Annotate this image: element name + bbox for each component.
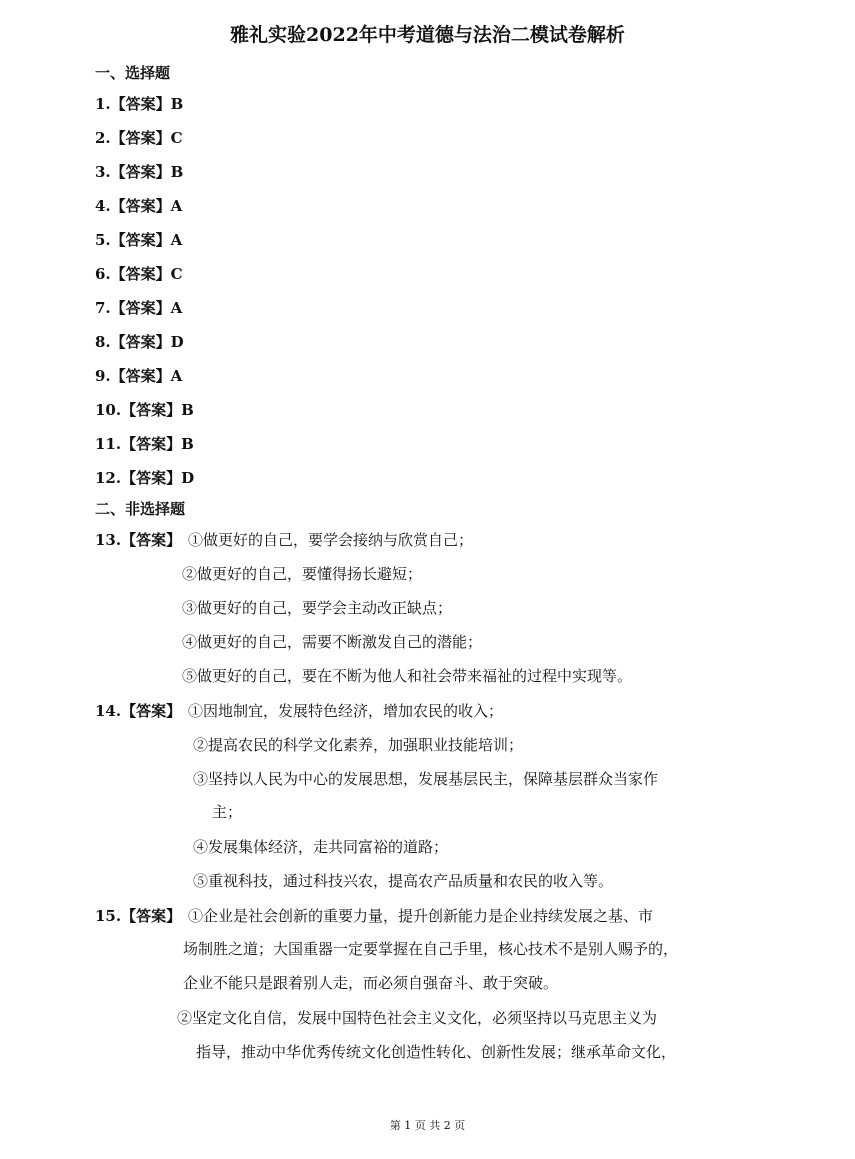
q13-line-2: ②做更好的自己，要懂得扬长避短；	[182, 565, 423, 583]
answer-11: 11.【答案】B	[95, 435, 194, 453]
q14-line-6: ⑤重视科技，通过科技兴农，提高农产品质量和农民的收入等。	[193, 872, 614, 890]
q13-line-3: ③做更好的自己，要学会主动改正缺点；	[182, 599, 453, 617]
q14-label: 14.【答案】	[95, 702, 182, 720]
q14-line-5: ④发展集体经济，走共同富裕的道路；	[193, 838, 449, 856]
section-heading-nonchoice: 二、非选择题	[95, 500, 186, 518]
q13-line-4: ④做更好的自己，需要不断激发自己的潜能；	[182, 633, 483, 651]
q13-line-1: ①做更好的自己，要学会接纳与欣赏自己；	[188, 531, 474, 549]
answer-10: 10.【答案】B	[95, 401, 194, 419]
q13-label: 13.【答案】	[95, 531, 182, 549]
answer-7: 7.【答案】A	[95, 299, 183, 317]
q15-line-4: ②坚定文化自信，发展中国特色社会主义文化，必须坚持以马克思主义为	[177, 1009, 658, 1027]
q13-line-5: ⑤做更好的自己，要在不断为他人和社会带来福祉的过程中实现等。	[182, 667, 633, 685]
q15-line-1: ①企业是社会创新的重要力量，提升创新能力是企业持续发展之基、市	[188, 907, 654, 925]
q15-label: 15.【答案】	[95, 907, 182, 925]
q15-line-3: 企业不能只是跟着别人走，而必须自强奋斗、敢于突破。	[183, 974, 559, 992]
answer-6: 6.【答案】C	[95, 265, 183, 283]
answer-1: 1.【答案】B	[95, 95, 184, 113]
answer-8: 8.【答案】D	[95, 333, 184, 351]
answer-3: 3.【答案】B	[95, 163, 184, 181]
section-heading-choice: 一、选择题	[95, 64, 171, 82]
q14-line-4: 主；	[212, 803, 243, 821]
answer-9: 9.【答案】A	[95, 367, 183, 385]
answer-2: 2.【答案】C	[95, 129, 183, 147]
answer-12: 12.【答案】D	[95, 469, 195, 487]
answer-4: 4.【答案】A	[95, 197, 183, 215]
answer-5: 5.【答案】A	[95, 231, 183, 249]
q15-line-2: 场制胜之道；大国重器一定要掌握在自己手里，核心技术不是别人赐予的，	[183, 940, 679, 958]
page-footer: 第 1 页 共 2 页	[389, 1119, 466, 1132]
q14-line-3: ③坚持以人民为中心的发展思想，发展基层民主，保障基层群众当家作	[193, 770, 659, 788]
q14-line-2: ②提高农民的科学文化素养，加强职业技能培训；	[193, 736, 524, 754]
q15-line-5: 指导，推动中华优秀传统文化创造性转化、创新性发展；继承革命文化，	[196, 1043, 677, 1061]
q14-line-1: ①因地制宜，发展特色经济，增加农民的收入；	[188, 702, 504, 720]
page-title: 雅礼实验2022年中考道德与法治二模试卷解析	[230, 24, 625, 46]
